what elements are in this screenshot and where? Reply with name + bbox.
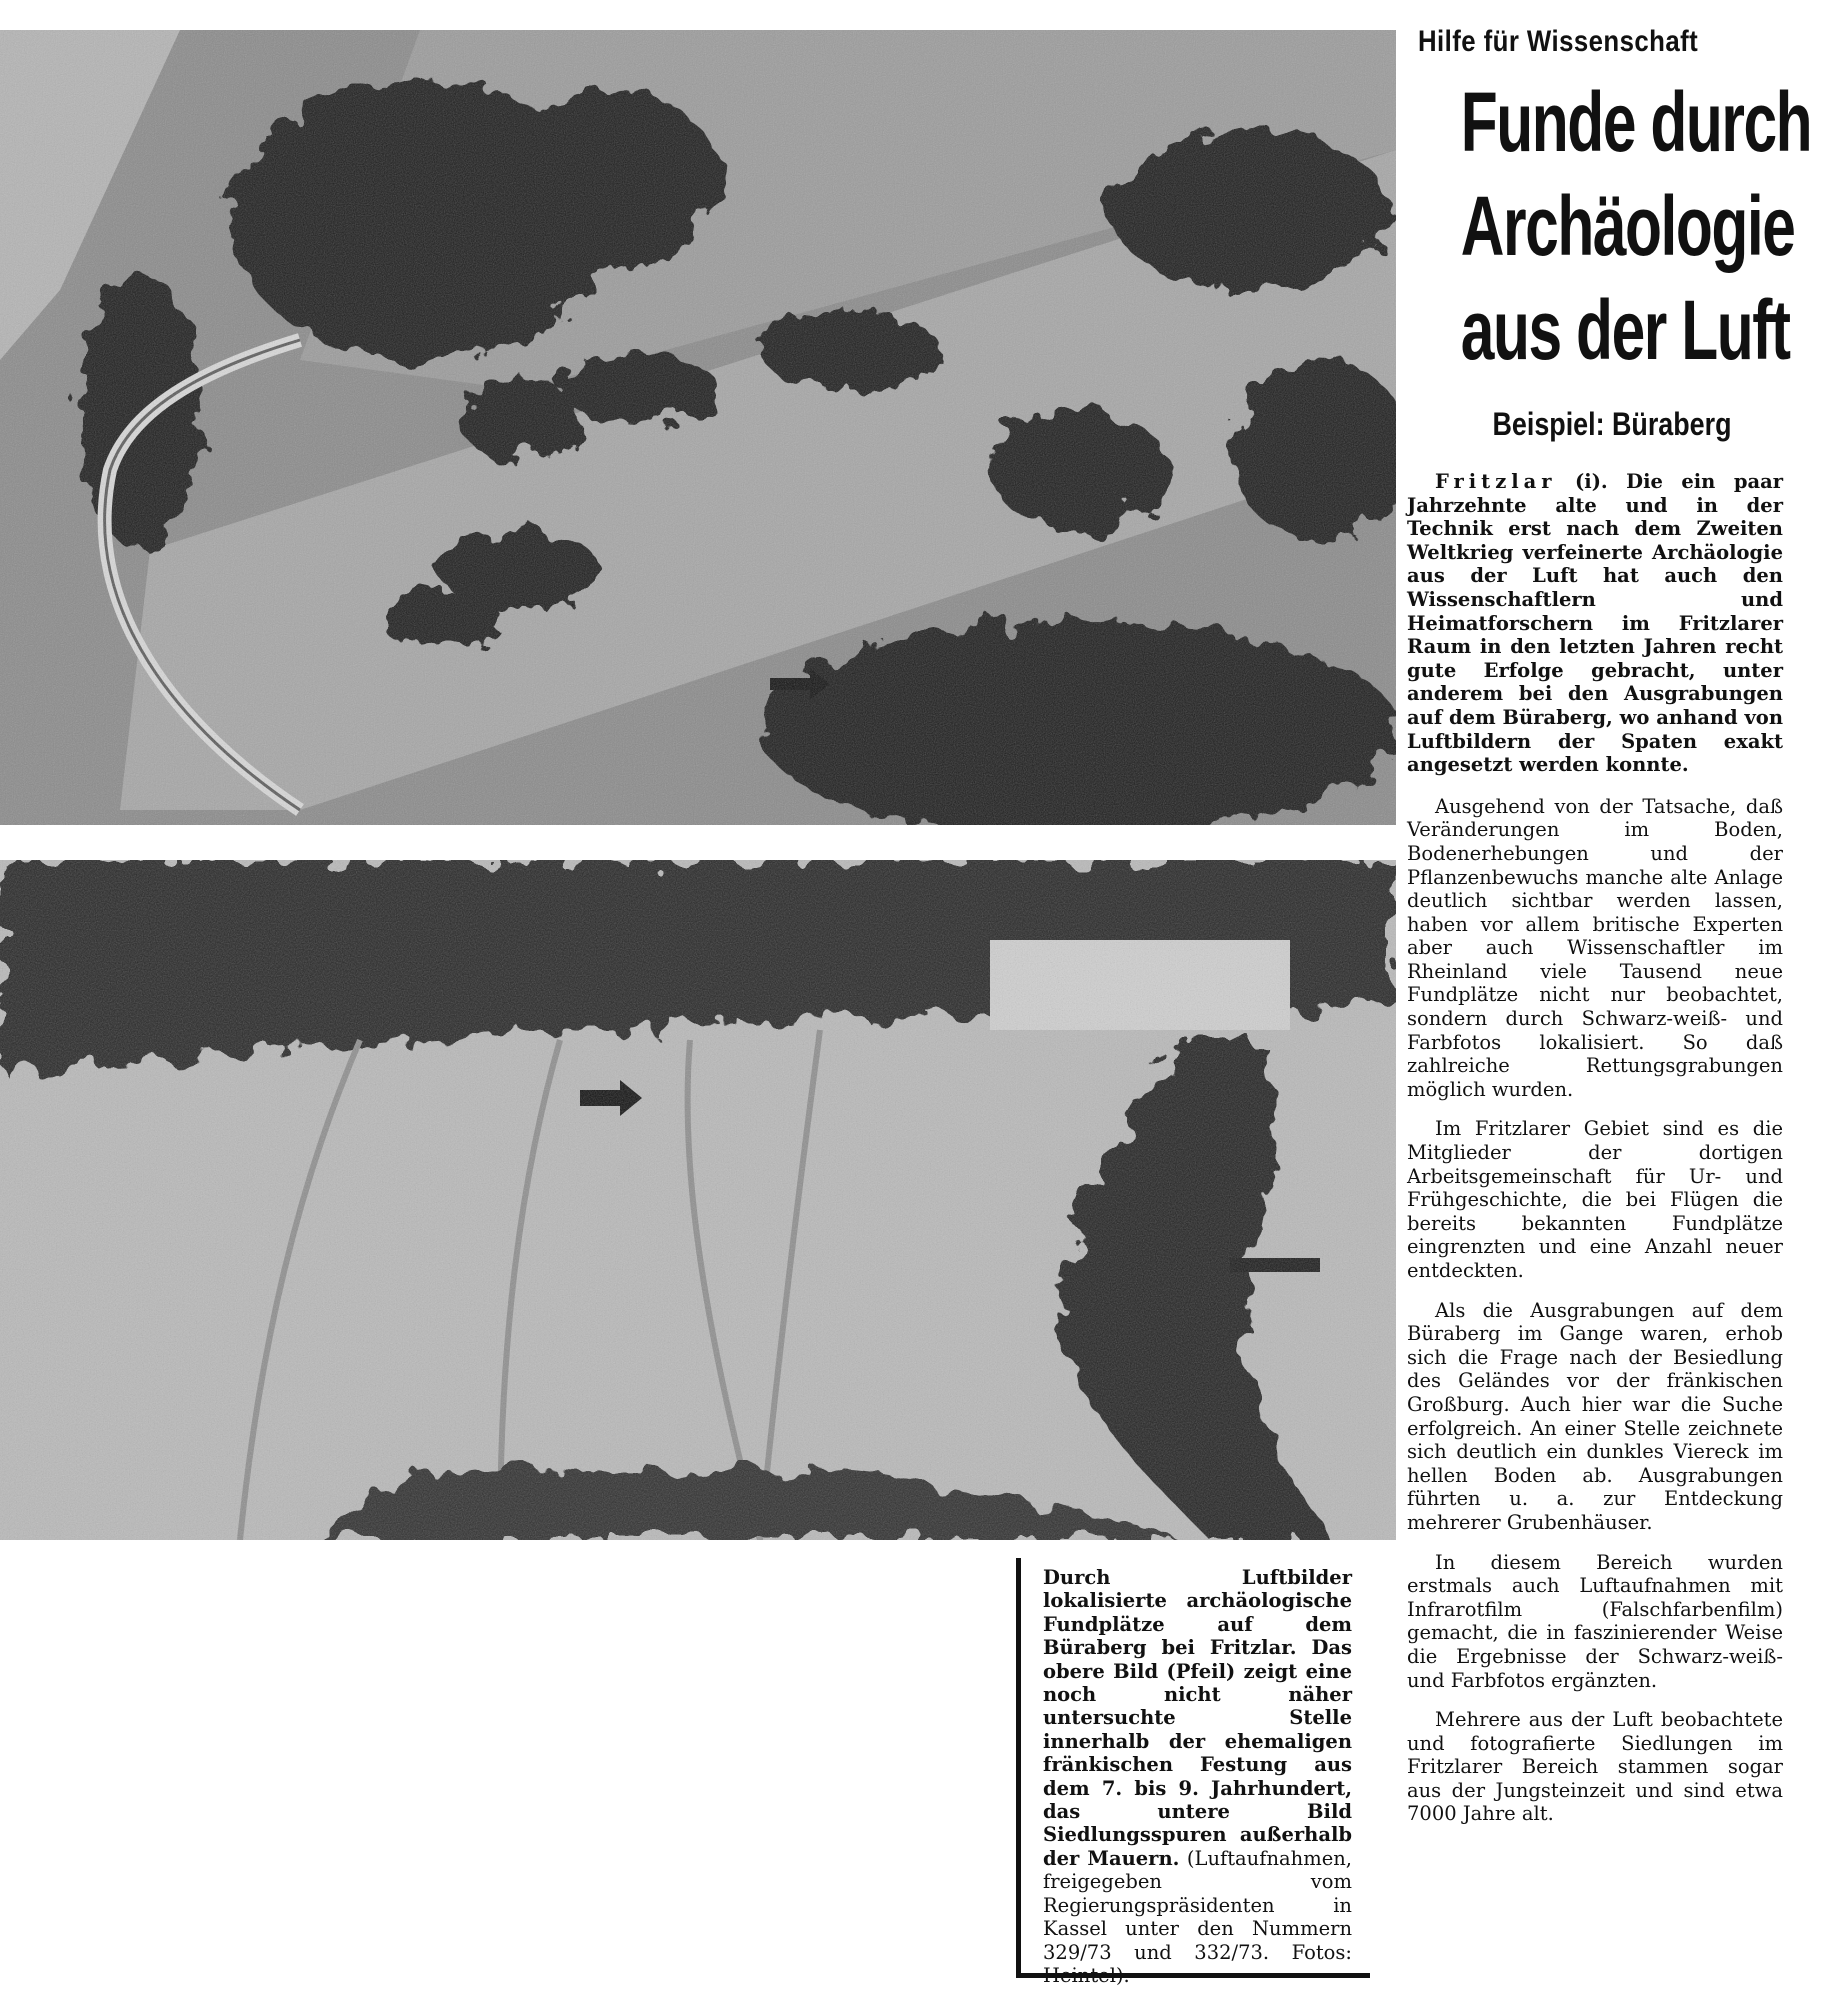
headline-line-3: aus der Luft xyxy=(1460,283,1790,377)
aerial-photo-top-graphic xyxy=(0,30,1396,825)
aerial-photo-bottom-graphic xyxy=(0,860,1396,1540)
body-paragraph-3: Als die Ausgrabungen auf dem Büraberg im Gange waren, erhob sich die Frage nach der Besiedlung des Geländes vor der fränkischen Großburg. Auch hier war die Suche erfolgreich. An einer Stelle zeichnete sich deutlich ein dunkles Viereck im hellen Boden ab. Ausgrabungen führten u. a. zur Entdeckung mehrerer Grubenhäuser. xyxy=(1407,1298,1783,1534)
article-body xyxy=(1407,470,1783,1842)
dateline: Fritzlar xyxy=(1435,470,1557,493)
lead-text: (i). Die ein paar Jahrzehnte alte und in der Technik erst nach dem Zweiten Weltkrieg verfeinerte Archäologie aus der Luft hat auch den Wissenschaftlern und Heimatforschern im Fritzlarer Raum in den letzten Jahren recht gute Erfolge gebracht, unter anderem bei den Ausgrabungen auf dem Büraberg, wo anhand von Luftbildern der Spaten exakt angesetzt werden konnte. xyxy=(1407,470,1783,777)
headline-line-2: Archäologie xyxy=(1460,179,1795,273)
body-paragraph-1: Ausgehend von der Tatsache, daß Veränderungen im Boden, Bodenerhebungen und der Pflanzenbewuchs manche alte Anlage deutlich sichtbar werden lassen, haben vor allem britische Experten aber auch Wissenschaftler im Rheinland viele Tausend neue Fundplätze nicht nur beobachtet, sondern durch Schwarz-weiß- und Farbfotos lokalisiert. So daß zahlreiche Rettungsgrabungen möglich wurden. xyxy=(1407,794,1783,1101)
body-paragraph-5: Mehrere aus der Luft beobachtete und fotografierte Siedlungen im Fritzlarer Bereich stammen sogar aus der Jungsteinzeit und sind etwa 7000 Jahre alt. xyxy=(1407,1708,1783,1826)
headline-line-1: Funde durch xyxy=(1460,75,1812,169)
body-paragraph-2: Im Fritzlarer Gebiet sind es die Mitglieder der dortigen Arbeitsgemeinschaft für Ur- und Frühgeschichte, die bei Flügen die bereits bekannten Fundplätze eingrenzten und eine Anzahl neuer entdeckten. xyxy=(1407,1117,1783,1282)
aerial-photo-bottom xyxy=(0,860,1396,1540)
subhead: Beispiel: Büraberg xyxy=(1492,406,1732,442)
caption-bold-text: Durch Luftbilder lokalisierte archäologische Fundplätze auf dem Büraberg bei Fritzlar. Das obere Bild (Pfeil) zeigt eine noch nicht näher untersuchte Stelle innerhalb der ehemaligen fränkischen Festung aus dem 7. bis 9. Jahrhundert, das untere Bild Siedlungsspuren außerhalb der Mauern. xyxy=(1043,1566,1352,1870)
caption-credits: (Luftaufnahmen, freigegeben vom Regierungspräsidenten in Kassel unter den Nummern 329/73 und 332/73. Fotos: Heintel). xyxy=(1043,1846,1352,1987)
headline xyxy=(1460,70,1812,382)
lead-paragraph xyxy=(1407,470,1783,777)
body-paragraph-4: In diesem Bereich wurden erstmals auch Luftaufnahmen mit Infrarotfilm (Falschfarbenfilm) gemacht, die in faszinierender Weise die Ergebnisse der Schwarz-weiß- und Farbfotos ergänzten. xyxy=(1407,1550,1783,1692)
photo-caption xyxy=(1016,1558,1370,1987)
aerial-photo-top xyxy=(0,30,1396,825)
kicker: Hilfe für Wissenschaft xyxy=(1418,25,1699,58)
